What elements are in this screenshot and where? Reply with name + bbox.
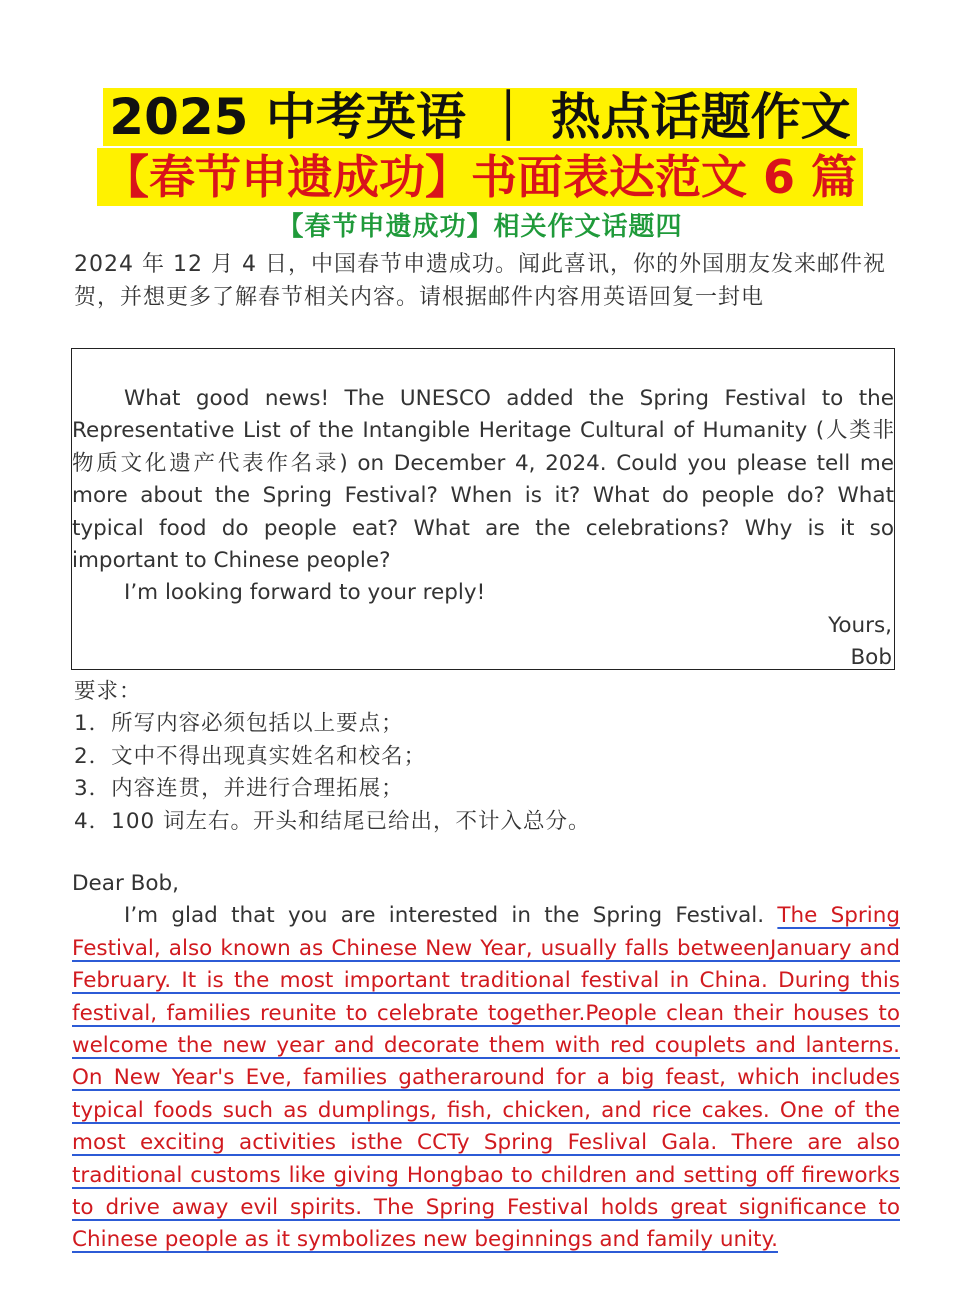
email-closing: Yours, — [828, 612, 892, 638]
topic-subtitle: 【春节申遗成功】相关作文话题四 — [277, 212, 683, 242]
sample-essay — [72, 868, 900, 1257]
title-block — [0, 88, 960, 206]
title-line-2: 【春节申遗成功】书面表达范文 6 篇 — [97, 148, 863, 206]
email-reply-line: I’m looking forward to your reply! — [124, 580, 486, 606]
requirements-heading: 要求： — [74, 679, 142, 704]
essay-opening: I’m glad that you are interested in the Spring Festival. — [124, 903, 778, 929]
requirement-item: 1．所写内容必须包括以上要点； — [74, 711, 404, 737]
email-body: What good news! The UNESCO added the Spring Festival to the Representative List of the Intangible Heritage Cultural of Humanity (人类非物质文化遗产代表作名录) on December 4, 2024. Could you please tell me more about the Spring Festival? When is it? What do people do? What typical food do people eat? What are the celebrations? Why is it so important to Chinese people? — [72, 386, 894, 574]
essay-body: The Spring Festival, also known as Chinese New Year, usually falls betweenJanuary and February. It is the most important traditional festival in China. During this festival, families reunite to celebrate together.People clean their houses to welcome the new year and decorate them with red couplets and lanterns. On New Year's Eve, families gatheraround for a big feast, which includes typical foods such as dumplings, fish, chicken, and rice cakes. One of the most exciting activities isthe CCTy Spring Feslival Gala. There are also traditional customs like giving Hongbao to children and setting off fireworks to drive away evil spirits. The Spring Festival holds great significance to Chinese people as it symbolizes new beginnings and family unity. — [72, 903, 900, 1253]
essay-paragraph — [72, 900, 900, 1256]
requirement-item: 2．文中不得出现真实姓名和校名； — [74, 743, 427, 769]
requirements — [74, 676, 904, 838]
essay-salutation: Dear Bob, — [72, 871, 180, 896]
email-box — [71, 348, 895, 670]
task-intro: 2024 年 12 月 4 日，中国春节申遗成功。闻此喜讯，你的外国朋友发来邮件祝贺，并想更多了解春节相关内容。请根据邮件内容用英语回复一封电 — [74, 252, 886, 310]
requirement-item: 3．内容连贯，并进行合理拓展； — [74, 776, 404, 802]
title-line-1: 2025 中考英语 ｜ 热点话题作文 — [103, 88, 856, 146]
requirement-item: 4．100 词左右。开头和结尾已给出，不计入总分。 — [74, 808, 591, 834]
email-signature: Bob — [850, 645, 892, 671]
